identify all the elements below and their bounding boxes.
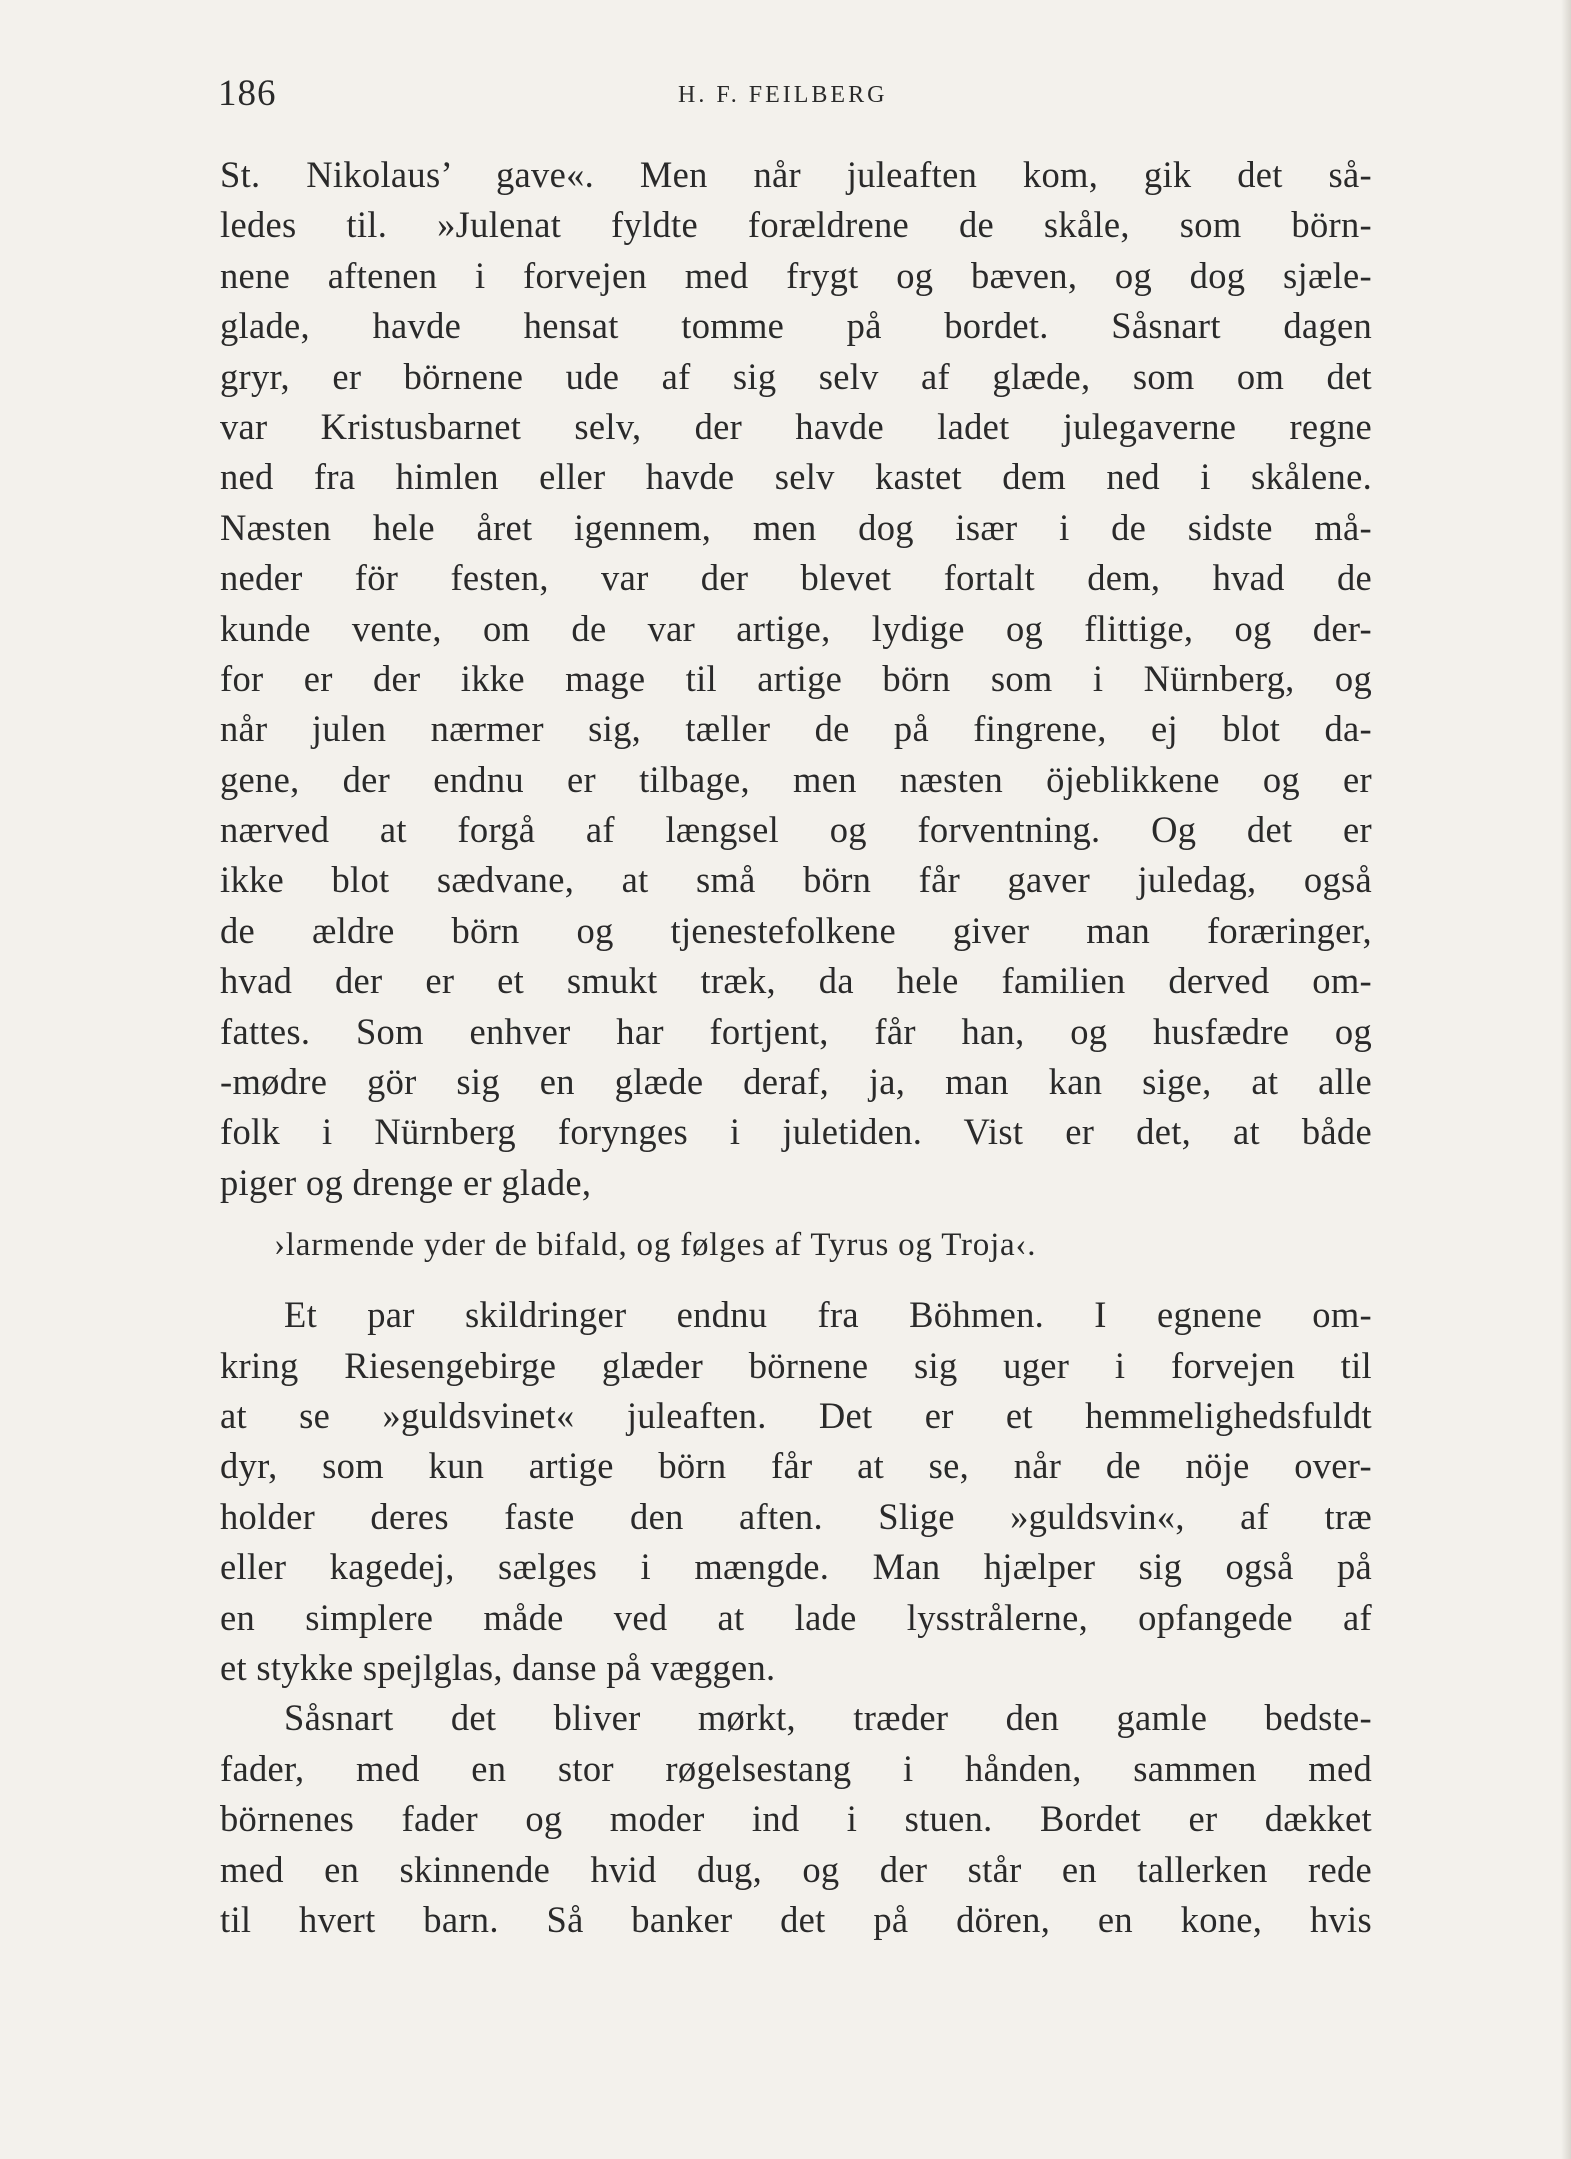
paragraph-3 [220,1693,1372,1945]
text-line: hvad der er et smukt træk, da hele familien derved om- [220,960,1372,1002]
running-head: H. F. FEILBERG [678,82,888,108]
text-line: med en skinnende hvid dug, og der står en tallerken rede [220,1848,1372,1890]
text-line: börnenes fader og moder ind i stuen. Bordet er dækket [220,1798,1372,1840]
text-line: når julen nærmer sig, tæller de på fingrene, ej blot da- [220,708,1372,750]
text-line: kunde vente, om de var artige, lydige og flittige, og der- [220,607,1372,649]
text-line: neder för festen, var der blevet fortalt dem, hvad de [220,557,1372,599]
text-line: til hvert barn. Så banker det på dören, en kone, hvis [220,1898,1372,1940]
text-line: St. Nikolaus’ gave«. Men når juleaften kom, gik det så- [220,154,1372,195]
body-text [220,150,1372,1945]
page-header [218,72,1378,122]
block-quote: ›larmende yder de bifald, og følges af Tyrus og Troja‹. [274,1227,1037,1264]
text-line: eller kagedej, sælges i mængde. Man hjælper sig også på [220,1546,1372,1588]
text-line: -mødre gör sig en glæde deraf, ja, man kan sige, at alle [220,1061,1372,1103]
text-line: ledes til. »Julenat fyldte forældrene de skåle, som börn- [220,204,1372,246]
text-line: ned fra himlen eller havde selv kastet dem ned i skålene. [220,456,1372,498]
text-line: nærved at forgå af længsel og forventning. Og det er [220,809,1372,851]
text-line: kring Riesengebirge glæder börnene sig uger i forvejen til [220,1344,1372,1386]
text-line: Næsten hele året igennem, men dog især i de sidste må- [220,506,1372,548]
text-line: dyr, som kun artige börn får at se, når de nöje over- [220,1445,1372,1487]
text-line: fader, med en stor røgelsestang i hånden, sammen med [220,1747,1372,1789]
text-line: ikke blot sædvane, at små börn får gaver juledag, også [220,859,1372,901]
text-line: for er der ikke mage til artige börn som i Nürnberg, og [220,657,1372,699]
text-line: nene aftenen i forvejen med frygt og bæven, og dog sjæle- [220,254,1372,296]
text-line: glade, havde hensat tomme på bordet. Såsnart dagen [220,305,1372,347]
text-line: Et par skildringer endnu fra Böhmen. I egnene om- [284,1294,1372,1336]
text-line: gryr, er börnene ude af sig selv af glæde, som om det [220,355,1372,397]
text-line: gene, der endnu er tilbage, men næsten öjeblikkene og er [220,758,1372,800]
paragraph-1 [220,150,1372,1208]
text-line: fattes. Som enhver har fortjent, får han, og husfædre og [220,1010,1372,1052]
page-number: 186 [218,73,277,114]
text-line: et stykke spejlglas, danse på væggen. [220,1646,776,1688]
text-line: Såsnart det bliver mørkt, træder den gamle bedste- [284,1697,1372,1739]
text-line: de ældre börn og tjenestefolkene giver man foræringer, [220,909,1372,951]
text-line: at se »guldsvinet« juleaften. Det er et hemmelighedsfuldt [220,1394,1372,1436]
paragraph-2 [220,1290,1372,1693]
text-line: folk i Nürnberg forynges i juletiden. Vist er det, at både [220,1111,1372,1153]
text-line: en simplere måde ved at lade lysstrålerne, opfangede af [220,1596,1372,1638]
text-line: holder deres faste den aften. Slige »guldsvin«, af træ [220,1495,1372,1537]
page-edge-shadow [1561,0,1571,2159]
text-line: piger og drenge er glade, [220,1161,592,1203]
text-line: var Kristusbarnet selv, der havde ladet julegaverne regne [220,405,1372,447]
